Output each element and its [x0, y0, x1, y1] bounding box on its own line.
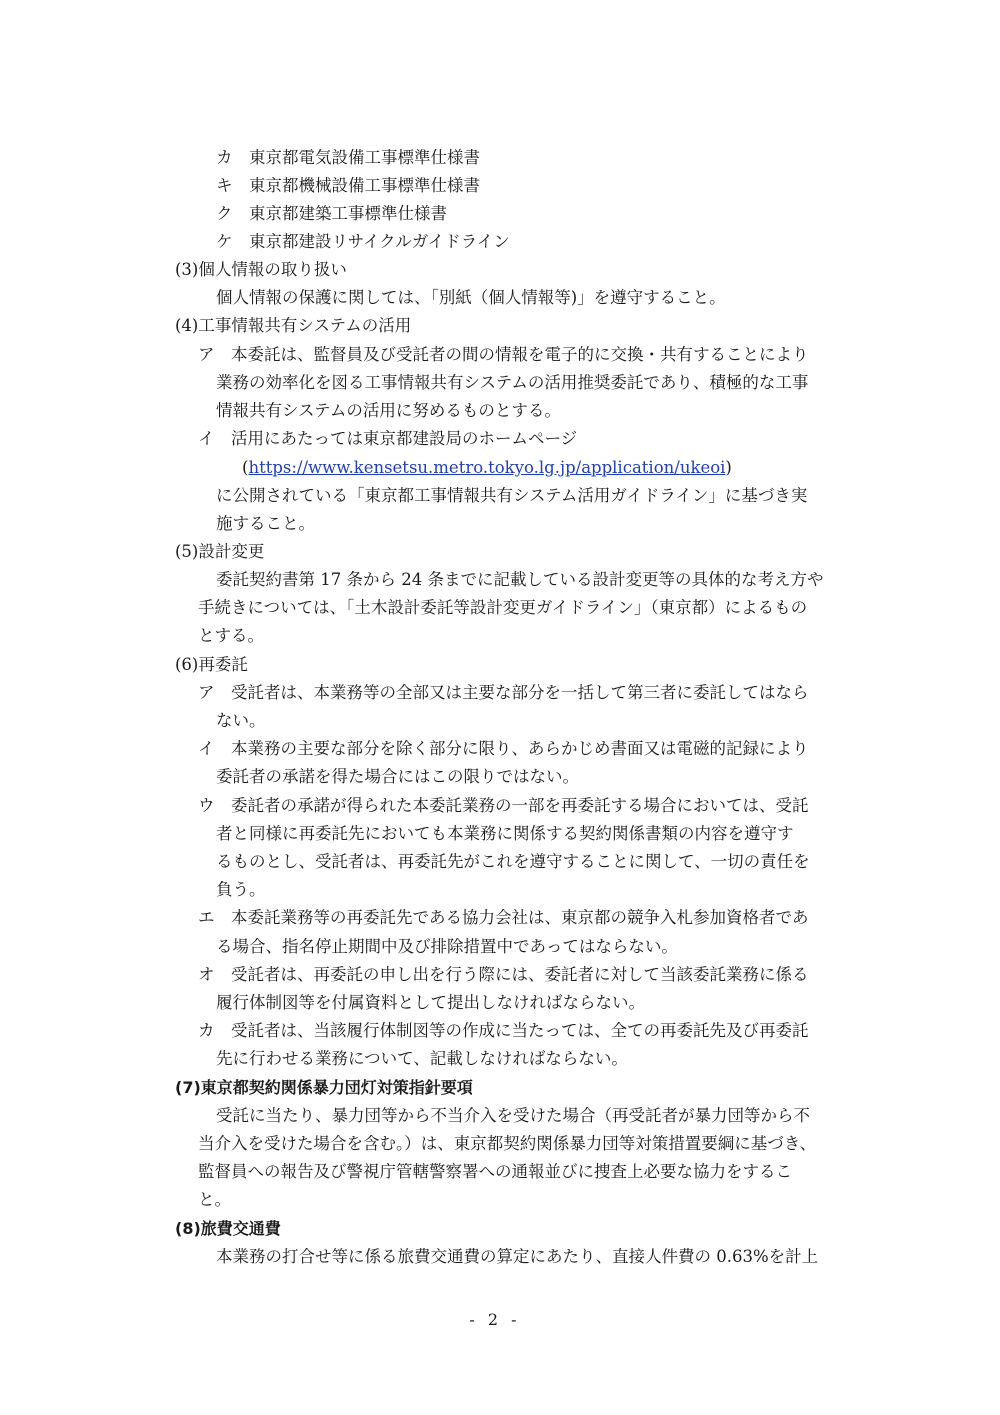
paragraph-line: 本業務の打合せ等に係る旅費交通費の算定にあたり、直接人件費の 0.63%を計上: [216, 1247, 819, 1266]
paragraph-line: 受託に当たり、暴力団等から不当介入を受けた場合（再受託者が暴力団等から不: [216, 1106, 810, 1125]
paragraph-line: に公開されている「東京都工事情報共有システム活用ガイドライン」に基づき実: [216, 486, 808, 505]
list-item-a: ア 本委託は、監督員及び受託者の間の情報を電子的に交換・共有することにより: [198, 345, 809, 364]
paragraph-line: 監督員への報告及び警視庁管轄警察署への通報並びに捜査上必要な協力をするこ: [198, 1162, 792, 1181]
url-open-paren: (: [242, 458, 249, 477]
list-item-ka: カ 東京都電気設備工事標準仕様書: [216, 148, 480, 167]
paragraph-line: とする。: [198, 626, 264, 645]
section-heading-8: (8)旅費交通費: [175, 1219, 281, 1238]
list-item-ki: キ 東京都機械設備工事標準仕様書: [216, 176, 480, 195]
list-item-ka: カ 受託者は、当該履行体制図等の作成に当たっては、全ての再委託先及び再委託: [198, 1021, 809, 1040]
list-item-a: ア 受託者は、本業務等の全部又は主要な部分を一括して第三者に委託してはなら: [198, 683, 809, 702]
paragraph-line: 履行体制図等を付属資料として提出しなければならない。: [216, 993, 645, 1012]
list-item-e: エ 本委託業務等の再委託先である協力会社は、東京都の競争入札参加資格者であ: [198, 908, 809, 927]
paragraph-line: 手続きについては、「土木設計委託等設計変更ガイドライン」（東京都）によるもの: [198, 598, 808, 617]
paragraph-line: 個人情報の保護に関しては、「別紙（個人情報等)」を遵守すること。: [216, 288, 726, 307]
url-close-paren: ): [725, 458, 732, 477]
section-heading-6: (6)再委託: [175, 655, 248, 674]
section-heading-5: (5)設計変更: [175, 542, 265, 561]
list-item-i: イ 活用にあたっては東京都建設局のホームページ: [198, 429, 578, 448]
paragraph-line: る場合、指名停止期間中及び排除措置中であってはならない。: [216, 937, 678, 956]
list-item-o: オ 受託者は、再委託の申し出を行う際には、委託者に対して当該委託業務に係る: [198, 965, 809, 984]
paragraph-line: 施すること。: [216, 514, 315, 533]
paragraph-line: と。: [198, 1190, 231, 1209]
paragraph-line: 委託契約書第 17 条から 24 条までに記載している設計変更等の具体的な考え方や: [216, 570, 824, 589]
section-heading-4: (4)工事情報共有システムの活用: [175, 316, 412, 335]
paragraph-line: 情報共有システムの活用に努めるものとする。: [216, 401, 561, 420]
list-item-i: イ 本業務の主要な部分を除く部分に限り、あらかじめ書面又は電磁的記録により: [198, 739, 809, 758]
url-line: [242, 457, 732, 479]
list-item-ku: ク 東京都建築工事標準仕様書: [216, 204, 447, 223]
paragraph-line: ない。: [216, 711, 266, 730]
list-item-ke: ケ 東京都建設リサイクルガイドライン: [216, 232, 510, 251]
section-heading-7: (7)東京都契約関係暴力団灯対策指針要項: [175, 1078, 473, 1097]
paragraph-line: 先に行わせる業務について、記載しなければならない。: [216, 1049, 628, 1068]
paragraph-line: 業務の効率化を図る工事情報共有システムの活用推奨委託であり、積極的な工事: [216, 373, 809, 392]
list-item-u: ウ 委託者の承諾が得られた本委託業務の一部を再委託する場合においては、受託: [198, 796, 809, 815]
page-number: - 2 -: [469, 1310, 521, 1329]
paragraph-line: 負う。: [216, 880, 266, 899]
section-heading-3: (3)個人情報の取り扱い: [175, 260, 347, 279]
paragraph-line: 委託者の承諾を得た場合にはこの限りではない。: [216, 767, 579, 786]
paragraph-line: るものとし、受託者は、再委託先がこれを遵守することに関して、一切の責任を: [216, 852, 810, 871]
guideline-link[interactable]: https://www.kensetsu.metro.tokyo.lg.jp/application/ukeoi: [248, 458, 726, 477]
paragraph-line: 当介入を受けた場合を含む。）は、東京都契約関係暴力団等対策措置要綱に基づき、: [198, 1134, 817, 1153]
paragraph-line: 者と同様に再委託先においても本業務に関係する契約関係書類の内容を遵守す: [216, 824, 794, 843]
